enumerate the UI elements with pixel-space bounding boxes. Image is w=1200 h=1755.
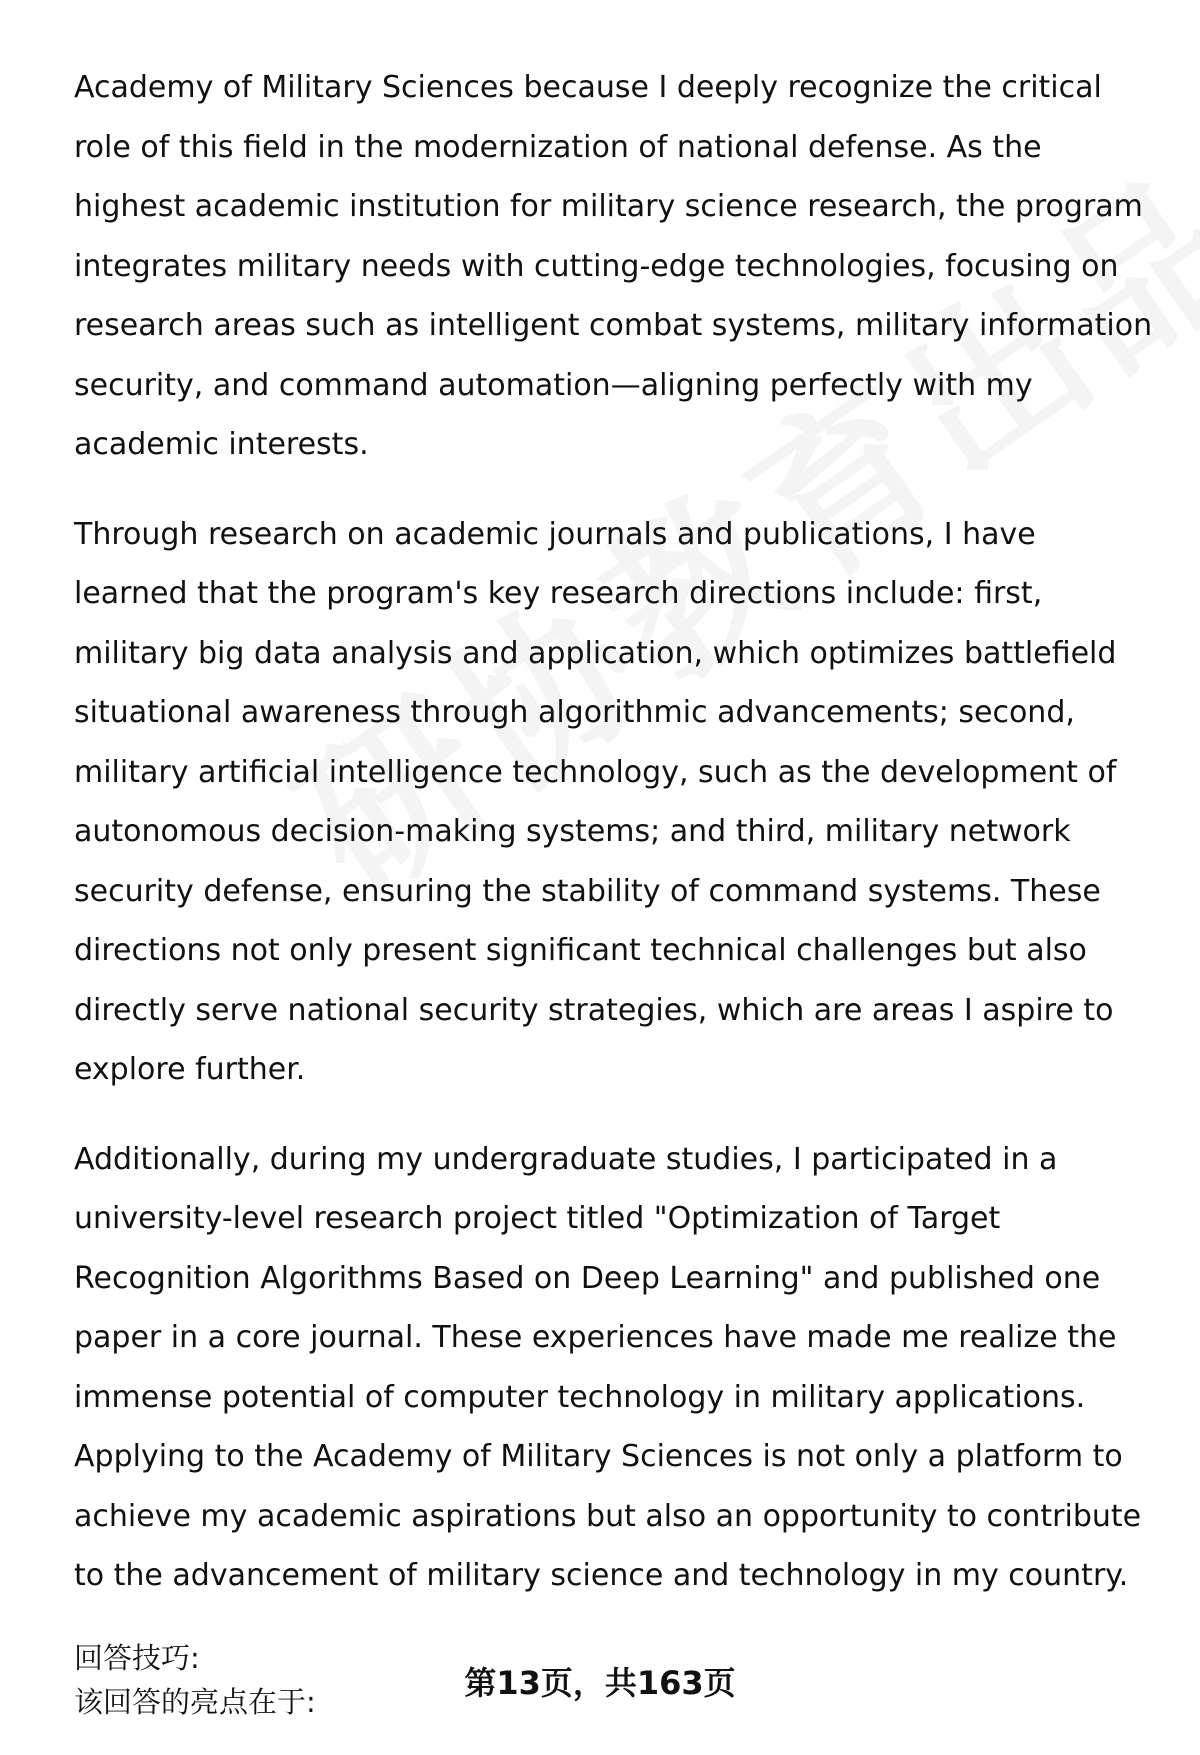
- page-indicator: 第13页，共163页: [464, 1664, 736, 1702]
- paragraph-1: Academy of Military Sciences because I deeply recognize the critical role of this field in the modernization of national defense. As the highest academic institution for military science research, the program integrates military needs with cutting-edge technologies, focusing on research areas such as intelligent combat systems, military information security, and command automation—aligning perfectly with my academic interests.: [74, 70, 1153, 462]
- highlights-label: 该回答的亮点在于:: [74, 1684, 316, 1719]
- paragraph-3: Additionally, during my undergraduate studies, I participated in a university-level research project titled "Optimization of Target Recognition Algorithms Based on Deep Learning" and published one paper in a core journal. These experiences have made me realize the immense potential of computer technology in military applications. Applying to the Academy of Military Sciences is not only a platform to achieve my academic aspirations but also an opportunity to contribute to the advancement of military science and technology in my country.: [74, 1141, 1142, 1593]
- tips-label: 回答技巧:: [74, 1640, 200, 1675]
- page-content: [74, 58, 1154, 1724]
- paragraph-2: Through research on academic journals and publications, I have learned that the program's key research directions include: first, military big data analysis and application, which optimizes battlefield situational awareness through algorithmic advancements; second, military artificial intelligence technology, such as the development of autonomous decision-making systems; and third, military network security defense, ensuring the stability of command systems. These directions not only present significant technical challenges but also directly serve national security strategies, which are areas I aspire to explore further.: [74, 516, 1117, 1087]
